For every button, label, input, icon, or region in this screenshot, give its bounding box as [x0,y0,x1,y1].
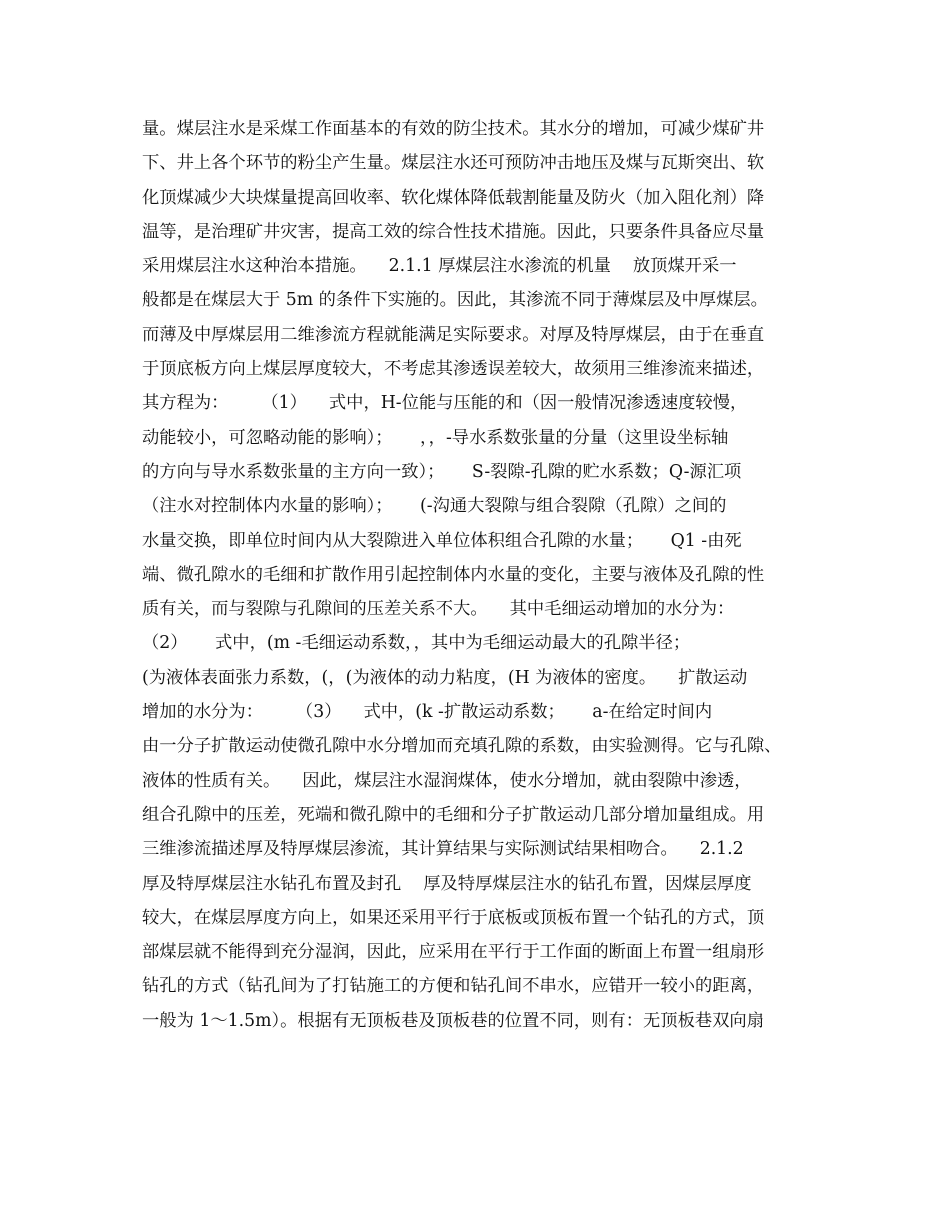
text-line: 下、井上各个环节的粉尘产生量。煤层注水还可预防冲击地压及煤与瓦斯突出、软 [142,153,765,174]
text-line: 钻孔的方式（钻孔间为了打钻施工的方便和钻孔间不串水，应错开一较小的距离， [142,976,765,997]
text-line: (为液体表面张力系数，(，(为液体的动力粘度，(H 为液体的密度。 扩散运动 [142,667,748,688]
text-line: 动能较小，可忽略动能的影响）； ，，-导水系数张量的分量（这里设坐标轴 [142,427,729,448]
text-line: 液体的性质有关。 因此，煤层注水湿润煤体，使水分增加，就由裂隙中渗透， [142,770,752,791]
text-line: 部煤层就不能得到充分湿润，因此，应采用在平行于工作面的断面上布置一组扇形 [142,942,765,963]
text-line: 化顶煤减少大块煤量提高回收率、软化煤体降低载割能量及防火（加入阻化剂）降 [142,187,765,208]
text-line: 端、微孔隙水的毛细和扩散作用引起控制体内水量的变化，主要与液体及孔隙的性 [142,564,765,585]
text-line: 水量交换，即单位时间内从大裂隙进入单位体积组合孔隙的水量； Q1 -由死 [142,530,742,551]
text-line: 质有关，而与裂隙与孔隙间的压差关系不大。 其中毛细运动增加的水分为： [142,599,735,620]
text-line: 一般为 1～1.5m）。根据有无顶板巷及顶板巷的位置不同，则有：无顶板巷双向扇 [142,1010,764,1031]
text-line: 增加的水分为： （3） 式中，(k -扩散运动系数； a-在给定时间内 [142,702,713,723]
text-line: （2） 式中，(m -毛细运动系数，，其中为毛细运动最大的孔隙半径； [142,633,691,654]
text-line: （注水对控制体内水量的影响）； (-沟通大裂隙与组合裂隙（孔隙）之间的 [142,496,727,517]
text-line: 由一分子扩散运动使微孔隙中水分增加而充填孔隙的系数，由实验测得。它与孔隙、 [142,736,782,757]
text-line: 于顶底板方向上煤层厚度较大，不考虑其渗透误差较大，故须用三维渗流来描述， [142,359,765,380]
text-line: 温等，是治理矿井灾害，提高工效的综合性技术措施。因此，只要条件具备应尽量 [142,221,765,242]
text-line: 而薄及中厚煤层用二维渗流方程就能满足实际要求。对厚及特厚煤层，由于在垂直 [142,324,765,345]
text-line: 三维渗流描述厚及特厚煤层渗流，其计算结果与实际测试结果相吻合。 2.1.2 [142,839,744,860]
body-text [142,112,822,1038]
text-line: 厚及特厚煤层注水钻孔布置及封孔 厚及特厚煤层注水的钻孔布置，因煤层厚度 [142,873,752,894]
text-line: 较大，在煤层厚度方向上，如果还采用平行于底板或顶板布置一个钻孔的方式，顶 [142,907,765,928]
text-line: 般都是在煤层大于 5m 的条件下实施的。因此，其渗流不同于薄煤层及中厚煤层。 [142,290,768,311]
text-line: 组合孔隙中的压差，死端和微孔隙中的毛细和分子扩散运动几部分增加量组成。用 [142,804,765,825]
text-line: 量。煤层注水是采煤工作面基本的有效的防尘技术。其水分的增加，可减少煤矿井 [142,119,765,139]
text-line: 其方程为： （1） 式中，H-位能与压能的和（因一般情况渗透速度较慢， [142,393,748,414]
text-line: 采用煤层注水这种治本措施。 2.1.1 厚煤层注水渗流的机量 放顶煤开采一 [142,256,737,277]
text-line: 的方向与导水系数张量的主方向一致）； S-裂隙-孔隙的贮水系数；Q-源汇项 [142,461,742,482]
